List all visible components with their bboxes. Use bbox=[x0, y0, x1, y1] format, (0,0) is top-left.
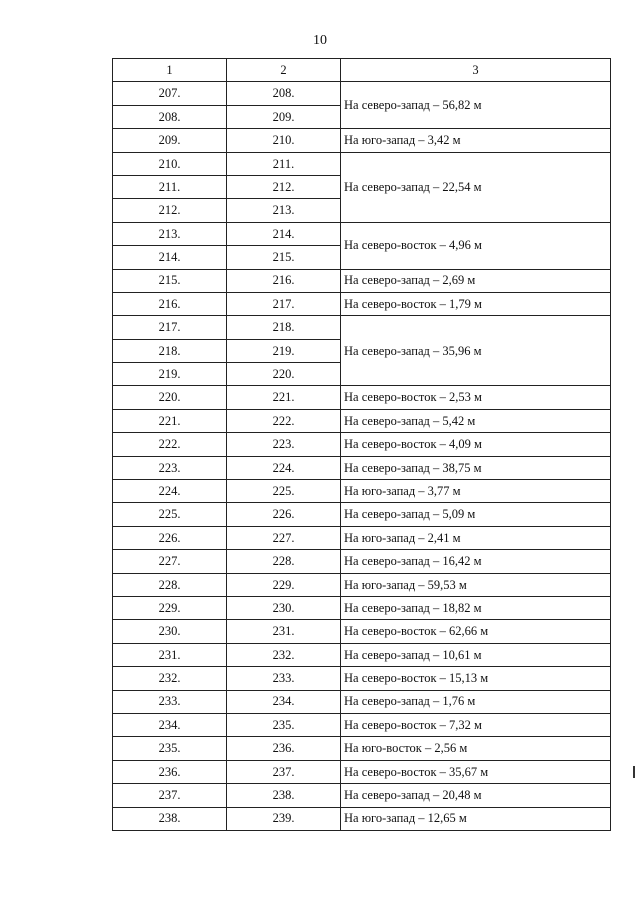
table-row bbox=[113, 409, 611, 432]
direction-distance-cell: На юго-запад – 59,53 м bbox=[341, 573, 611, 596]
table-row bbox=[113, 129, 611, 152]
point-to-cell: 237. bbox=[227, 760, 341, 783]
direction-distance-cell: На северо-запад – 2,69 м bbox=[341, 269, 611, 292]
point-from-cell: 232. bbox=[113, 667, 227, 690]
point-from-cell: 231. bbox=[113, 643, 227, 666]
point-to-cell: 220. bbox=[227, 363, 341, 386]
table-row bbox=[113, 456, 611, 479]
table-row bbox=[113, 526, 611, 549]
table-row bbox=[113, 713, 611, 736]
point-from-cell: 238. bbox=[113, 807, 227, 830]
point-to-cell: 221. bbox=[227, 386, 341, 409]
point-from-cell: 233. bbox=[113, 690, 227, 713]
point-to-cell: 217. bbox=[227, 292, 341, 315]
table-row bbox=[113, 82, 611, 105]
point-from-cell: 222. bbox=[113, 433, 227, 456]
direction-distance-cell: На северо-восток – 35,67 м bbox=[341, 760, 611, 783]
point-to-cell: 214. bbox=[227, 222, 341, 245]
table-row bbox=[113, 269, 611, 292]
point-to-cell: 211. bbox=[227, 152, 341, 175]
point-from-cell: 216. bbox=[113, 292, 227, 315]
direction-distance-cell: На северо-запад – 22,54 м bbox=[341, 152, 611, 222]
table-body bbox=[113, 82, 611, 831]
page-number: 10 bbox=[313, 33, 327, 48]
direction-distance-cell: На северо-восток – 4,09 м bbox=[341, 433, 611, 456]
point-to-cell: 235. bbox=[227, 713, 341, 736]
point-from-cell: 208. bbox=[113, 105, 227, 128]
point-to-cell: 226. bbox=[227, 503, 341, 526]
point-to-cell: 239. bbox=[227, 807, 341, 830]
point-to-cell: 224. bbox=[227, 456, 341, 479]
direction-distance-cell: На северо-восток – 2,53 м bbox=[341, 386, 611, 409]
column-header-1: 1 bbox=[113, 59, 227, 82]
table-row bbox=[113, 292, 611, 315]
table-row bbox=[113, 737, 611, 760]
point-from-cell: 210. bbox=[113, 152, 227, 175]
point-from-cell: 220. bbox=[113, 386, 227, 409]
boundary-description-table bbox=[112, 58, 611, 831]
direction-distance-cell: На юго-запад – 3,77 м bbox=[341, 480, 611, 503]
point-from-cell: 236. bbox=[113, 760, 227, 783]
direction-distance-cell: На северо-запад – 5,09 м bbox=[341, 503, 611, 526]
direction-distance-cell: На северо-восток – 7,32 м bbox=[341, 713, 611, 736]
table-row bbox=[113, 152, 611, 175]
direction-distance-cell: На юго-запад – 3,42 м bbox=[341, 129, 611, 152]
point-from-cell: 229. bbox=[113, 596, 227, 619]
table-row bbox=[113, 690, 611, 713]
direction-distance-cell: На юго-запад – 12,65 м bbox=[341, 807, 611, 830]
point-to-cell: 216. bbox=[227, 269, 341, 292]
direction-distance-cell: На юго-запад – 2,41 м bbox=[341, 526, 611, 549]
table-row bbox=[113, 573, 611, 596]
table-row bbox=[113, 620, 611, 643]
point-from-cell: 228. bbox=[113, 573, 227, 596]
table-row bbox=[113, 503, 611, 526]
table-row bbox=[113, 316, 611, 339]
point-to-cell: 227. bbox=[227, 526, 341, 549]
table-header-row bbox=[113, 59, 611, 82]
point-from-cell: 218. bbox=[113, 339, 227, 362]
point-to-cell: 230. bbox=[227, 596, 341, 619]
direction-distance-cell: На северо-запад – 18,82 м bbox=[341, 596, 611, 619]
point-to-cell: 209. bbox=[227, 105, 341, 128]
point-from-cell: 226. bbox=[113, 526, 227, 549]
table-row bbox=[113, 643, 611, 666]
point-from-cell: 214. bbox=[113, 246, 227, 269]
point-to-cell: 212. bbox=[227, 175, 341, 198]
point-to-cell: 215. bbox=[227, 246, 341, 269]
point-from-cell: 211. bbox=[113, 175, 227, 198]
table-row bbox=[113, 784, 611, 807]
table-row bbox=[113, 386, 611, 409]
table-row bbox=[113, 807, 611, 830]
table-row bbox=[113, 667, 611, 690]
point-to-cell: 236. bbox=[227, 737, 341, 760]
point-to-cell: 234. bbox=[227, 690, 341, 713]
direction-distance-cell: На северо-восток – 62,66 м bbox=[341, 620, 611, 643]
column-header-2: 2 bbox=[227, 59, 341, 82]
point-to-cell: 228. bbox=[227, 550, 341, 573]
point-from-cell: 219. bbox=[113, 363, 227, 386]
point-to-cell: 238. bbox=[227, 784, 341, 807]
point-from-cell: 215. bbox=[113, 269, 227, 292]
point-to-cell: 223. bbox=[227, 433, 341, 456]
table-row bbox=[113, 222, 611, 245]
direction-distance-cell: На северо-запад – 10,61 м bbox=[341, 643, 611, 666]
direction-distance-cell: На северо-запад – 5,42 м bbox=[341, 409, 611, 432]
direction-distance-cell: На юго-восток – 2,56 м bbox=[341, 737, 611, 760]
direction-distance-cell: На северо-восток – 1,79 м bbox=[341, 292, 611, 315]
point-to-cell: 213. bbox=[227, 199, 341, 222]
column-header-3: 3 bbox=[341, 59, 611, 82]
point-to-cell: 218. bbox=[227, 316, 341, 339]
point-to-cell: 208. bbox=[227, 82, 341, 105]
direction-distance-cell: На северо-запад – 1,76 м bbox=[341, 690, 611, 713]
point-from-cell: 209. bbox=[113, 129, 227, 152]
direction-distance-cell: На северо-запад – 20,48 м bbox=[341, 784, 611, 807]
point-from-cell: 234. bbox=[113, 713, 227, 736]
point-from-cell: 223. bbox=[113, 456, 227, 479]
point-from-cell: 217. bbox=[113, 316, 227, 339]
point-to-cell: 219. bbox=[227, 339, 341, 362]
point-from-cell: 213. bbox=[113, 222, 227, 245]
point-from-cell: 207. bbox=[113, 82, 227, 105]
table-row bbox=[113, 596, 611, 619]
direction-distance-cell: На северо-запад – 56,82 м bbox=[341, 82, 611, 129]
point-from-cell: 221. bbox=[113, 409, 227, 432]
direction-distance-cell: На северо-запад – 38,75 м bbox=[341, 456, 611, 479]
table-row bbox=[113, 480, 611, 503]
direction-distance-cell: На северо-восток – 4,96 м bbox=[341, 222, 611, 269]
point-from-cell: 212. bbox=[113, 199, 227, 222]
direction-distance-cell: На северо-восток – 15,13 м bbox=[341, 667, 611, 690]
point-from-cell: 227. bbox=[113, 550, 227, 573]
direction-distance-cell: На северо-запад – 35,96 м bbox=[341, 316, 611, 386]
point-from-cell: 230. bbox=[113, 620, 227, 643]
point-to-cell: 210. bbox=[227, 129, 341, 152]
direction-distance-cell: На северо-запад – 16,42 м bbox=[341, 550, 611, 573]
point-to-cell: 231. bbox=[227, 620, 341, 643]
table-row bbox=[113, 760, 611, 783]
point-to-cell: 222. bbox=[227, 409, 341, 432]
scan-edge-mark bbox=[633, 766, 635, 778]
table-row bbox=[113, 433, 611, 456]
point-to-cell: 233. bbox=[227, 667, 341, 690]
point-from-cell: 237. bbox=[113, 784, 227, 807]
point-to-cell: 232. bbox=[227, 643, 341, 666]
point-from-cell: 235. bbox=[113, 737, 227, 760]
table-row bbox=[113, 550, 611, 573]
point-from-cell: 225. bbox=[113, 503, 227, 526]
point-to-cell: 225. bbox=[227, 480, 341, 503]
point-from-cell: 224. bbox=[113, 480, 227, 503]
point-to-cell: 229. bbox=[227, 573, 341, 596]
